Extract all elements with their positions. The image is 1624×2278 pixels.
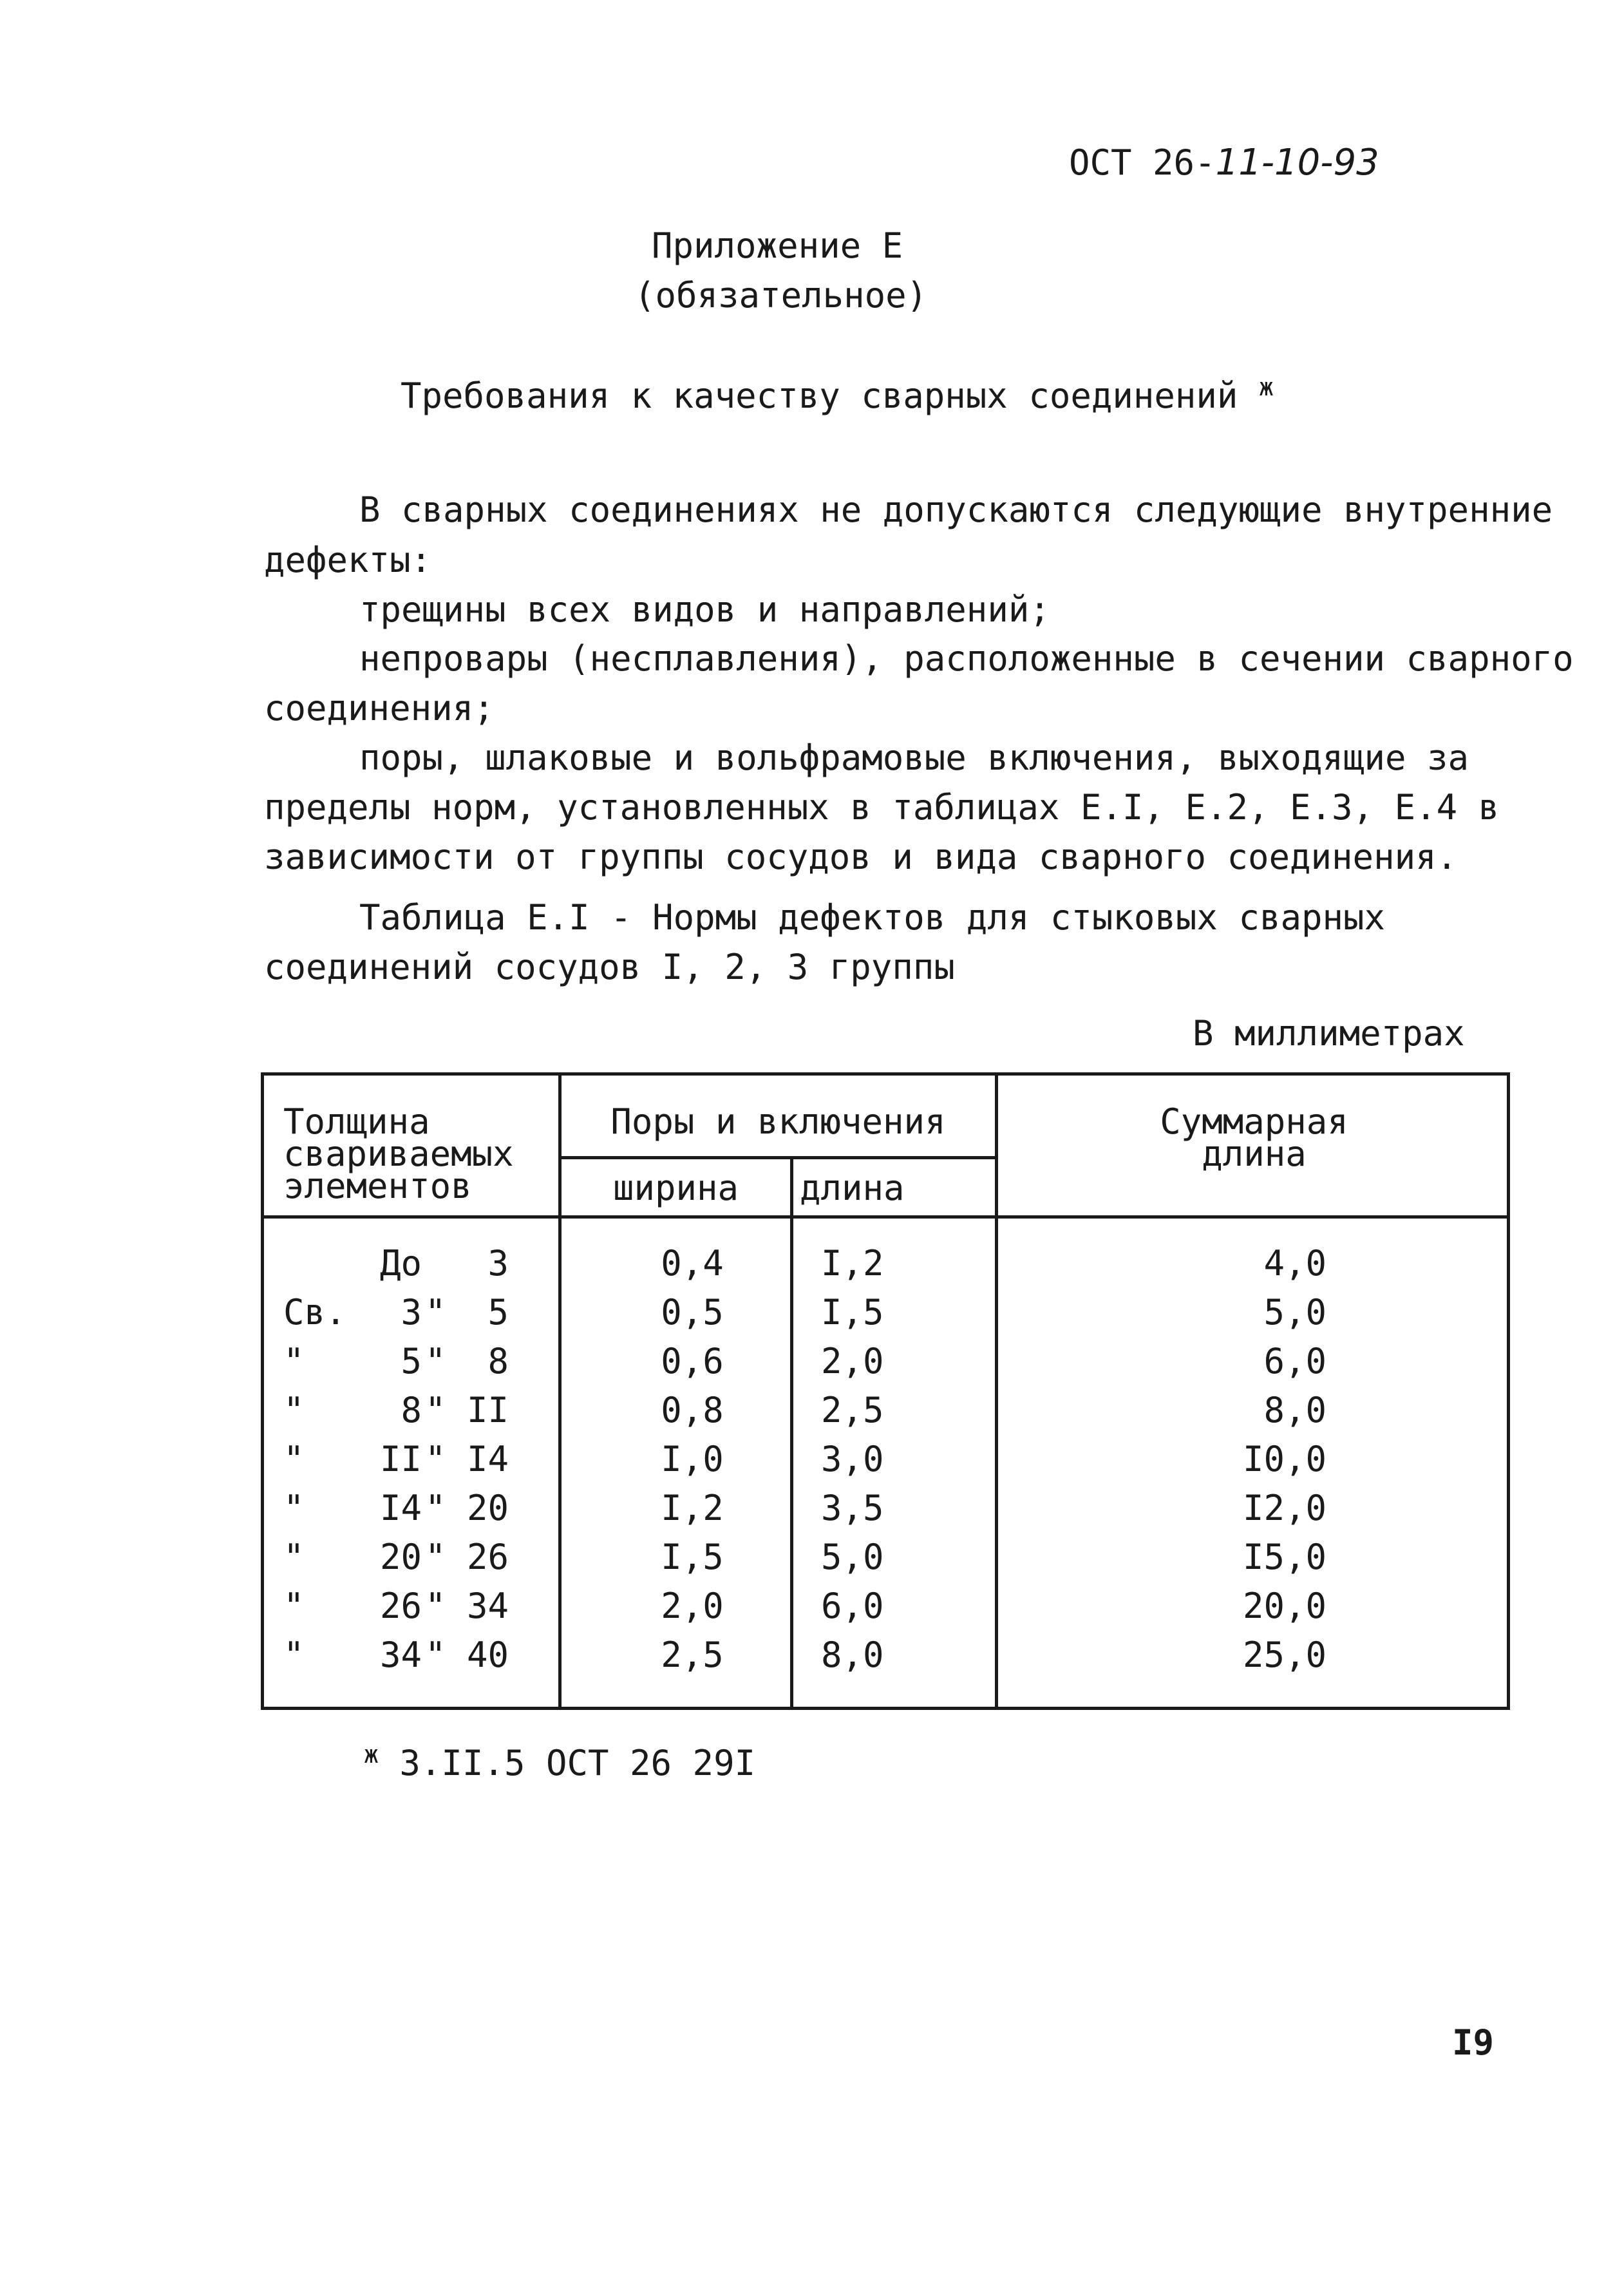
- table-hline-subheader: [558, 1156, 996, 1159]
- table-caption-line1: Таблица Е.I - Нормы дефектов для стыковых сварных: [359, 897, 1386, 938]
- row-prefix: ": [283, 1390, 305, 1430]
- footnote-mark: ж: [364, 1740, 379, 1769]
- row-width: I,0: [661, 1439, 724, 1479]
- appendix-title: Приложение Е: [652, 225, 903, 266]
- row-length: 6,0: [821, 1586, 884, 1626]
- row-total: I5,0: [1242, 1537, 1327, 1577]
- row-ditto: ": [425, 1537, 446, 1577]
- row-to: 3: [487, 1243, 509, 1284]
- footnote: [364, 1742, 755, 1781]
- row-prefix: ": [283, 1537, 305, 1577]
- section-title-footnote-mark: ж: [1258, 373, 1274, 401]
- row-length: I,5: [821, 1292, 884, 1333]
- row-total: 4,0: [1263, 1243, 1327, 1284]
- row-width: 2,5: [661, 1635, 724, 1675]
- body-item1: трещины всех видов и направлений;: [359, 589, 1050, 630]
- body-item3-line2: пределы норм, установленных в таблицах Е.I, Е.2, Е.3, Е.4 в: [264, 787, 1500, 828]
- row-ditto: ": [425, 1390, 446, 1430]
- row-from: 34: [379, 1635, 422, 1675]
- row-from: 5: [401, 1341, 422, 1381]
- header-length: длина: [800, 1168, 905, 1208]
- row-to: I4: [466, 1439, 509, 1479]
- header-pores-group: Поры и включения: [610, 1101, 946, 1142]
- row-ditto: ": [425, 1586, 446, 1626]
- row-from: До: [379, 1243, 422, 1284]
- row-to: 40: [466, 1635, 509, 1675]
- row-total: 8,0: [1263, 1390, 1327, 1430]
- table-vline-2: [790, 1156, 793, 1710]
- row-prefix: ": [283, 1635, 305, 1675]
- row-total: I2,0: [1242, 1488, 1327, 1528]
- row-to: 5: [487, 1292, 509, 1333]
- row-width: 0,8: [661, 1390, 724, 1430]
- row-width: 0,6: [661, 1341, 724, 1381]
- units-note: В миллиметрах: [1193, 1013, 1465, 1054]
- row-total: I0,0: [1242, 1439, 1327, 1479]
- row-from: I4: [379, 1488, 422, 1528]
- row-length: 3,5: [821, 1488, 884, 1528]
- row-total: 6,0: [1263, 1341, 1327, 1381]
- table-hline-header-bottom: [261, 1215, 1510, 1219]
- row-to: 20: [466, 1488, 509, 1528]
- row-length: 2,5: [821, 1390, 884, 1430]
- body-item3-line3: зависимости от группы сосудов и вида сварного соединения.: [264, 837, 1458, 877]
- row-total: 5,0: [1263, 1292, 1327, 1333]
- row-from: 8: [401, 1390, 422, 1430]
- row-prefix: ": [283, 1586, 305, 1626]
- row-width: 0,5: [661, 1292, 724, 1333]
- row-to: 8: [487, 1341, 509, 1381]
- body-intro-line1: В сварных соединениях не допускаются следующие внутренние: [359, 489, 1553, 530]
- header-thickness-line2: свариваемых: [283, 1134, 514, 1174]
- section-title: [401, 373, 1274, 416]
- row-prefix: ": [283, 1439, 305, 1479]
- row-prefix: Св.: [283, 1292, 346, 1333]
- row-width: I,5: [661, 1537, 724, 1577]
- row-prefix: ": [283, 1341, 305, 1381]
- row-ditto: ": [425, 1341, 446, 1381]
- row-length: I,2: [821, 1243, 884, 1284]
- row-from: 26: [379, 1586, 422, 1626]
- row-prefix: ": [283, 1488, 305, 1528]
- row-length: 2,0: [821, 1341, 884, 1381]
- row-ditto: ": [425, 1292, 446, 1333]
- table-vline-1: [558, 1072, 562, 1710]
- header-thickness-line3: элементов: [283, 1166, 472, 1206]
- document-number: [1069, 142, 1379, 184]
- row-to: 34: [466, 1586, 509, 1626]
- row-from: 20: [379, 1537, 422, 1577]
- row-total: 20,0: [1242, 1586, 1327, 1626]
- document-number-prefix: ОСТ 26-: [1069, 142, 1216, 183]
- row-ditto: ": [425, 1488, 446, 1528]
- row-length: 3,0: [821, 1439, 884, 1479]
- row-width: I,2: [661, 1488, 724, 1528]
- appendix-status: (обязательное): [634, 275, 928, 316]
- row-length: 5,0: [821, 1537, 884, 1577]
- footnote-text: 3.II.5 ОСТ 26 29I: [399, 1743, 756, 1783]
- body-item2-line2: соединения;: [264, 688, 495, 728]
- row-to: 26: [466, 1537, 509, 1577]
- body-item2-line1: непровары (несплавления), расположенные в сечении сварного: [359, 638, 1574, 679]
- document-number-handwritten: 11-10-93: [1215, 142, 1379, 184]
- row-length: 8,0: [821, 1635, 884, 1675]
- body-intro-line2: дефекты:: [264, 540, 432, 580]
- table-caption-line2: соединений сосудов I, 2, 3 группы: [264, 947, 955, 987]
- row-ditto: ": [425, 1635, 446, 1675]
- header-width: ширина: [612, 1168, 739, 1208]
- header-total-line2: длина: [1202, 1134, 1307, 1174]
- body-item3-line1: поры, шлаковые и вольфрамовые включения, выходящие за: [359, 737, 1469, 778]
- row-ditto: ": [425, 1439, 446, 1479]
- row-from: II: [379, 1439, 422, 1479]
- header-thickness-line1: Толщина: [283, 1101, 430, 1142]
- row-from: 3: [401, 1292, 422, 1333]
- row-width: 2,0: [661, 1586, 724, 1626]
- header-total-line1: Суммарная: [1160, 1101, 1348, 1142]
- page-number: I9: [1452, 2022, 1495, 2063]
- row-to: II: [466, 1390, 509, 1430]
- row-width: 0,4: [661, 1243, 724, 1284]
- section-title-text: Требования к качеству сварных соединений: [401, 375, 1238, 416]
- row-total: 25,0: [1242, 1635, 1327, 1675]
